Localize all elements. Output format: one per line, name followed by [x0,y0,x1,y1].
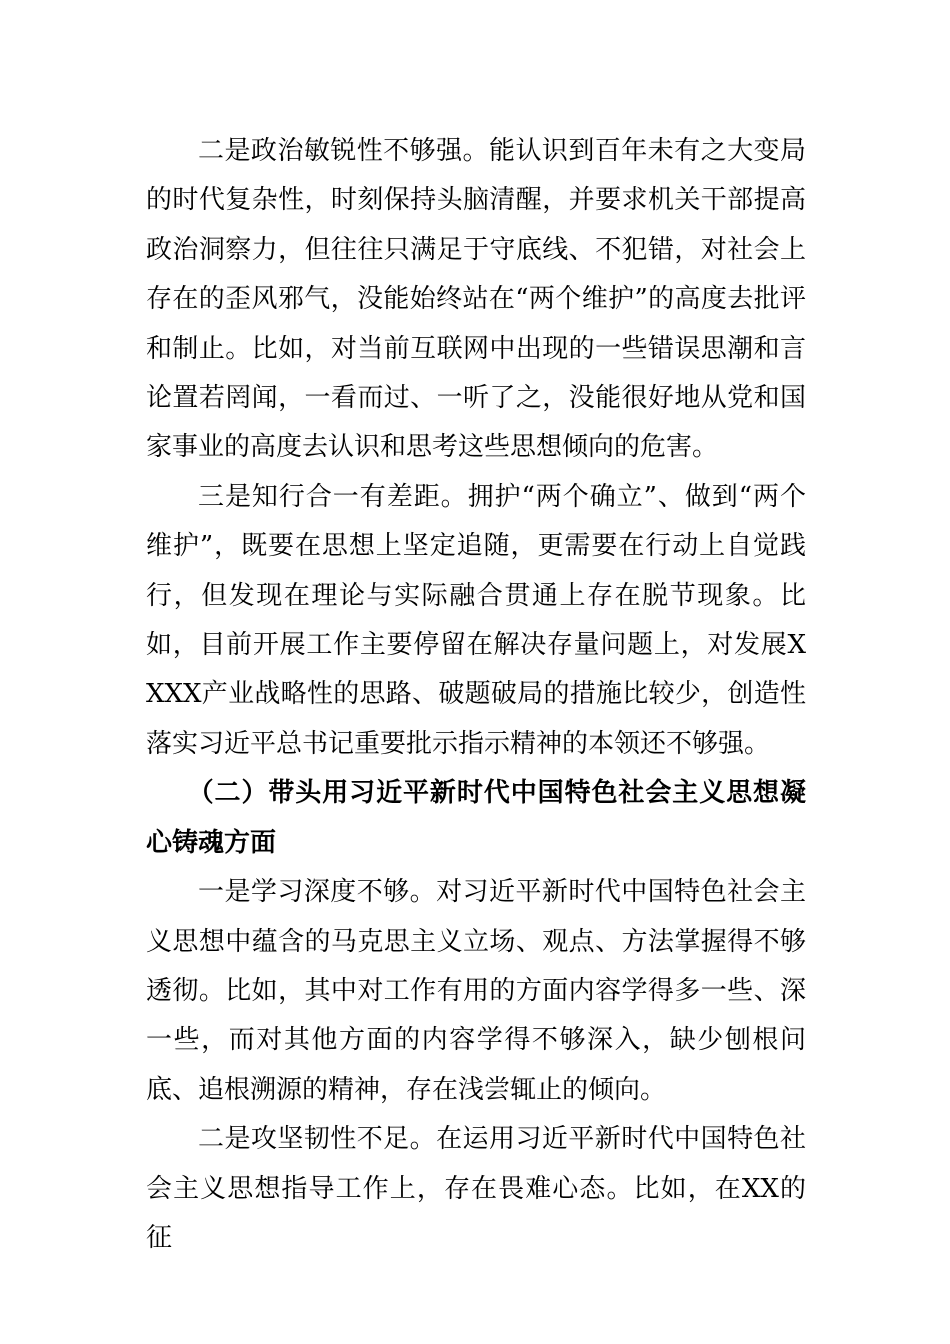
paragraph-study-depth: 一是学习深度不够。对习近平新时代中国特色社会主义思想中蕴含的马克思主义立场、观点、方法掌握得不够透彻。比如，其中对工作有用的方面内容学得多一些、深一些，而对其他方面的内容学得不够深入，缺少刨根问底、追根溯源的精神，存在浅尝辄止的倾向。 [146,877,806,1105]
paragraph-political-sensitivity: 二是政治敏锐性不够强。能认识到百年未有之大变局的时代复杂性，时刻保持头脑清醒，并要求机关干部提高政治洞察力，但往往只满足于守底线、不犯错，对社会上存在的歪风邪气，没能始终站在“两个维护”的高度去批评和制止。比如，对当前互联网中出现的一些错误思潮和言论置若罔闻，一看而过、一听了之，没能很好地从党和国家事业的高度去认识和思考这些思想倾向的危害。 [146,136,806,463]
section-heading-two: （二）带头用习近平新时代中国特色社会主义思想凝心铸魂方面 [146,778,806,858]
document-body [146,127,806,1263]
paragraph-knowledge-action: 三是知行合一有差距。拥护“两个确立”、做到“两个维护”，既要在思想上坚定追随，更需要在行动上自觉践行，但发现在理论与实际融合贯通上存在脱节现象。比如，目前开展工作主要停留在解决存量问题上，对发展XXXX产业战略性的思路、破题破局的措施比较少，创造性落实习近平总书记重要批示指示精神的本领还不够强。 [146,481,806,759]
paragraph-tenacity: 二是攻坚韧性不足。在运用习近平新时代中国特色社会主义思想指导工作上，存在畏难心态。比如，在XX的征 [146,1124,806,1253]
